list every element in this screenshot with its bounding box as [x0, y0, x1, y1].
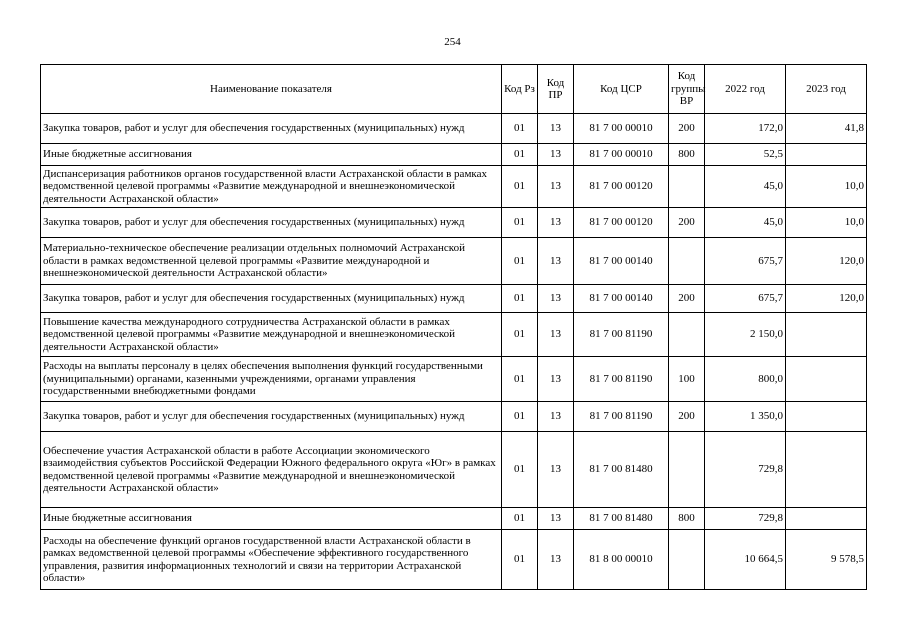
row-name: Диспансеризация работников органов государственной власти Астраханской области в рамках ведомственной целевой программы «Развитие международной и внешнеэкономической деятельности Астраханской области»: [41, 166, 502, 208]
page-number: 254: [444, 36, 461, 48]
row-rz: 01: [502, 357, 538, 402]
header-vr: Код группы ВР: [669, 65, 705, 114]
row-rz: 01: [502, 313, 538, 357]
row-2023: [786, 144, 867, 166]
table-row: [41, 285, 867, 313]
table-row: [41, 144, 867, 166]
row-2023: [786, 402, 867, 432]
row-vr: [669, 313, 705, 357]
header-row: [41, 65, 867, 114]
header-name: Наименование показателя: [41, 65, 502, 114]
row-vr: 200: [669, 208, 705, 238]
header-csr: Код ЦСР: [574, 65, 669, 114]
row-csr: 81 7 00 00140: [574, 285, 669, 313]
row-rz: 01: [502, 144, 538, 166]
table-row: [41, 432, 867, 508]
row-2023: [786, 432, 867, 508]
row-2022: 2 150,0: [705, 313, 786, 357]
row-rz: 01: [502, 432, 538, 508]
row-csr: 81 7 00 81190: [574, 313, 669, 357]
row-vr: 200: [669, 114, 705, 144]
row-pr: 13: [538, 530, 574, 590]
row-2023: [786, 357, 867, 402]
table-row: [41, 114, 867, 144]
row-pr: 13: [538, 357, 574, 402]
table-row: [41, 530, 867, 590]
row-name: Закупка товаров, работ и услуг для обеспечения государственных (муниципальных) нужд: [41, 208, 502, 238]
row-2023: 9 578,5: [786, 530, 867, 590]
header-rz: Код Рз: [502, 65, 538, 114]
row-name: Повышение качества международного сотрудничества Астраханской области в рамках ведомственной целевой программы «Развитие международной и внешнеэкономической деятельности Астраханской области»: [41, 313, 502, 357]
header-2023: 2023 год: [786, 65, 867, 114]
table-row: [41, 402, 867, 432]
row-name: Обеспечение участия Астраханской области в работе Ассоциации экономического взаимодействия субъектов Российской Федерации Южного федерального округа «Юг» в рамках ведомственной целевой программы «Развитие международной и внешнеэкономической деятельности Астраханской области»: [41, 432, 502, 508]
row-name: Иные бюджетные ассигнования: [41, 144, 502, 166]
row-name: Закупка товаров, работ и услуг для обеспечения государственных (муниципальных) нужд: [41, 114, 502, 144]
row-pr: 13: [538, 238, 574, 285]
row-2022: 729,8: [705, 432, 786, 508]
row-vr: 200: [669, 285, 705, 313]
row-2022: 729,8: [705, 508, 786, 530]
table-row: [41, 508, 867, 530]
row-rz: 01: [502, 166, 538, 208]
table-row: [41, 313, 867, 357]
row-csr: 81 7 00 00010: [574, 114, 669, 144]
row-csr: 81 7 00 00120: [574, 166, 669, 208]
row-name: Расходы на выплаты персоналу в целях обеспечения выполнения функций государственными (муниципальными) органами, казенными учреждениями, органами управления государственными внебюджетными фондами: [41, 357, 502, 402]
row-2023: [786, 508, 867, 530]
row-vr: [669, 238, 705, 285]
row-vr: [669, 530, 705, 590]
row-csr: 81 7 00 00140: [574, 238, 669, 285]
row-vr: [669, 166, 705, 208]
row-pr: 13: [538, 508, 574, 530]
row-vr: [669, 432, 705, 508]
row-2022: 172,0: [705, 114, 786, 144]
row-pr: 13: [538, 402, 574, 432]
header-pr: Код ПР: [538, 65, 574, 114]
row-csr: 81 7 00 81190: [574, 357, 669, 402]
row-2023: 120,0: [786, 238, 867, 285]
row-vr: 200: [669, 402, 705, 432]
table-row: [41, 208, 867, 238]
row-vr: 800: [669, 144, 705, 166]
row-name: Расходы на обеспечение функций органов государственной власти Астраханской области в рамках ведомственной целевой программы «Обеспечение эффективного государственного управления, развития информационных технологий и связи на территории Астраханской области»: [41, 530, 502, 590]
row-csr: 81 7 00 00120: [574, 208, 669, 238]
row-pr: 13: [538, 285, 574, 313]
row-name: Материально-техническое обеспечение реализации отдельных полномочий Астраханской области в рамках ведомственной целевой программы «Развитие международной и внешнеэкономической деятельности Астраханской области»: [41, 238, 502, 285]
row-name: Иные бюджетные ассигнования: [41, 508, 502, 530]
table-row: [41, 238, 867, 285]
row-rz: 01: [502, 208, 538, 238]
row-2023: 120,0: [786, 285, 867, 313]
row-rz: 01: [502, 238, 538, 285]
row-vr: 100: [669, 357, 705, 402]
row-pr: 13: [538, 166, 574, 208]
table-row: [41, 166, 867, 208]
row-2022: 675,7: [705, 238, 786, 285]
row-2022: 10 664,5: [705, 530, 786, 590]
row-pr: 13: [538, 208, 574, 238]
row-pr: 13: [538, 144, 574, 166]
row-rz: 01: [502, 114, 538, 144]
row-2022: 52,5: [705, 144, 786, 166]
row-2022: 1 350,0: [705, 402, 786, 432]
row-vr: 800: [669, 508, 705, 530]
row-2023: 10,0: [786, 208, 867, 238]
row-rz: 01: [502, 508, 538, 530]
row-2022: 45,0: [705, 166, 786, 208]
row-csr: 81 7 00 81480: [574, 432, 669, 508]
table-row: [41, 357, 867, 402]
row-rz: 01: [502, 285, 538, 313]
row-csr: 81 7 00 00010: [574, 144, 669, 166]
row-2023: [786, 313, 867, 357]
header-2022: 2022 год: [705, 65, 786, 114]
row-name: Закупка товаров, работ и услуг для обеспечения государственных (муниципальных) нужд: [41, 285, 502, 313]
row-rz: 01: [502, 530, 538, 590]
budget-table: [40, 64, 867, 590]
row-csr: 81 7 00 81190: [574, 402, 669, 432]
row-pr: 13: [538, 432, 574, 508]
row-2022: 45,0: [705, 208, 786, 238]
row-2023: 41,8: [786, 114, 867, 144]
row-pr: 13: [538, 114, 574, 144]
row-2023: 10,0: [786, 166, 867, 208]
row-2022: 800,0: [705, 357, 786, 402]
row-csr: 81 8 00 00010: [574, 530, 669, 590]
row-name: Закупка товаров, работ и услуг для обеспечения государственных (муниципальных) нужд: [41, 402, 502, 432]
row-csr: 81 7 00 81480: [574, 508, 669, 530]
row-pr: 13: [538, 313, 574, 357]
row-2022: 675,7: [705, 285, 786, 313]
row-rz: 01: [502, 402, 538, 432]
